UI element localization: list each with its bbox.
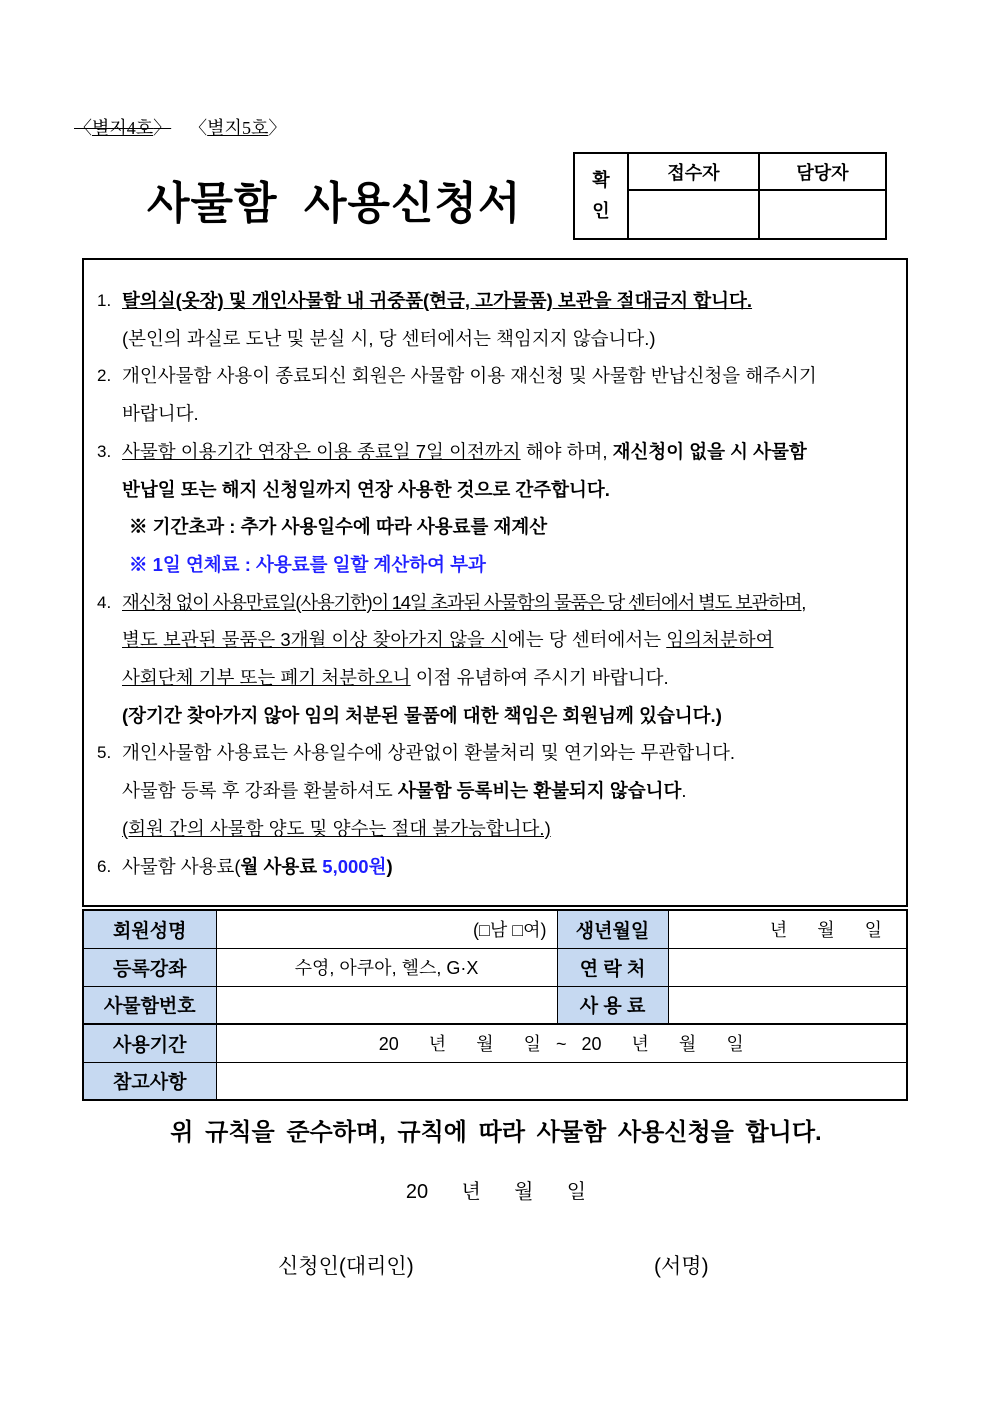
rule-1-sub-text: (본인의 과실로 도난 및 분실 시, 당 센터에서는 책임지지 않습니다.)	[122, 327, 656, 349]
registered-course-label: 등록강좌	[83, 948, 216, 986]
rule-4-line3	[97, 659, 892, 697]
rule-3-note2	[97, 546, 892, 584]
rule-4-line4-text: (장기간 찾아가지 않아 임의 처분된 물품에 대한 책임은 회원님께 있습니다.)	[122, 704, 722, 726]
remarks-cell	[216, 1062, 907, 1100]
rule-3-number: 3.	[97, 441, 112, 461]
annotation-form5-label: 별지5호	[207, 118, 269, 138]
rule-5-line2	[97, 772, 892, 810]
rule-5-number: 5.	[97, 743, 112, 763]
bracket-open: 〈	[74, 118, 92, 138]
receiver-cell	[628, 190, 759, 239]
annotation-form4	[74, 114, 171, 140]
date-line: 20 년 월 일	[405, 1181, 587, 1203]
confirm-label-line2: 인	[592, 201, 610, 221]
rule-3-note1-text: ※ 기간초과 : 추가 사용일수에 따라 사용료를 재계산	[129, 516, 548, 538]
annotation-form4-label: 별지4호	[92, 118, 154, 138]
member-name-label: 회원성명	[83, 910, 216, 948]
rule-4-line3-normal: 이점 유념하여 주시기 바랍니다.	[410, 667, 669, 689]
manager-cell	[759, 190, 886, 239]
rule-6-bold: 월 사용료	[240, 855, 323, 877]
usage-period-label: 사용기간	[83, 1024, 216, 1062]
rule-6-fee-amount: 5,000원	[322, 855, 387, 877]
rule-1-number: 1.	[97, 291, 112, 310]
member-name-cell: (□남 □여)	[216, 910, 557, 948]
rule-4-line2-normal: 에는 당 센터에서는	[507, 629, 667, 651]
rule-5-line3-text: (회원 간의 사물함 양도 및 양수는 절대 불가능합니다.)	[122, 817, 551, 839]
rule-4-line1	[97, 584, 892, 622]
rule-5-line2-normal: 사물함 등록 후 강좌를 환불하셔도	[122, 780, 398, 802]
rule-4-line3-underlined: 사회단체 기부 또는 폐기 처분하오니	[122, 667, 411, 689]
rules-box	[82, 258, 908, 907]
rule-2-number: 2.	[97, 366, 112, 386]
birth-date-cell: 년 월 일	[668, 910, 907, 948]
rule-2-text2: 바랍니다.	[122, 403, 199, 425]
row-member-name	[83, 910, 907, 948]
rule-4-number: 4.	[97, 592, 112, 612]
remarks-label: 참고사항	[83, 1062, 216, 1100]
locker-number-cell	[216, 986, 557, 1024]
signature-label: (서명)	[654, 1255, 709, 1278]
rule-3-normal: 해야 하며,	[520, 440, 613, 462]
row-registered-course	[83, 948, 907, 986]
rule-6-line	[97, 848, 892, 886]
rule-5-line1	[97, 734, 892, 772]
row-usage-period	[83, 1024, 907, 1062]
usage-fee-cell	[668, 986, 907, 1024]
rule-4-line2-underlined1: 별도 보관된 물품은 3개월 이상 찾아가지 않을 시	[122, 629, 508, 651]
applicant-label: 신청인(대리인)	[278, 1255, 414, 1278]
rule-1-sub	[97, 320, 892, 358]
registered-course-cell: 수영, 아쿠아, 헬스, G·X	[216, 948, 557, 986]
rule-3-text2: 반납일 또는 해지 신청일까지 연장 사용한 것으로 간주합니다.	[122, 478, 610, 500]
rule-5-text1: 개인사물함 사용료는 사용일수에 상관없이 환불처리 및 연기와는 무관합니다.	[122, 742, 735, 764]
contact-cell	[668, 948, 907, 986]
rule-5-line3	[97, 810, 892, 848]
form-annotations	[74, 114, 286, 140]
rule-2-line2	[97, 395, 892, 433]
rule-3-underlined: 사물함 이용기간 연장은 이용 종료일 7일 이전까지	[122, 440, 521, 462]
manager-header: 담당자	[759, 153, 886, 190]
bracket-close: 〉	[153, 118, 172, 138]
annotation-form5	[189, 114, 286, 140]
locker-number-label: 사물함번호	[83, 986, 216, 1024]
row-locker-number	[83, 986, 907, 1024]
rule-6-close-paren: )	[386, 855, 393, 877]
bracket-close: 〉	[268, 118, 287, 138]
rule-3-note1	[97, 508, 892, 546]
rule-5-line2-period: .	[681, 780, 687, 802]
birth-date-label: 생년월일	[557, 910, 668, 948]
rule-4-line2	[97, 621, 892, 659]
rule-2-line1	[97, 357, 892, 395]
contact-label: 연 락 처	[557, 948, 668, 986]
rule-6-normal: 사물함 사용료(	[122, 855, 241, 877]
row-remarks	[83, 1062, 907, 1100]
agreement-statement: 위 규칙을 준수하며, 규칙에 따라 사물함 사용신청을 합니다.	[170, 1119, 822, 1146]
rule-3-bold: 재신청이 없을 시 사물함	[612, 440, 807, 462]
rule-4-line2-underlined2: 임의처분하여	[666, 629, 774, 651]
rule-3-line2	[97, 471, 892, 509]
page-title: 사물함 사용신청서	[147, 179, 522, 228]
bracket-open: 〈	[189, 118, 208, 138]
member-info-table	[82, 909, 908, 1101]
rule-5-line2-bold: 사물함 등록비는 환불되지 않습니다	[397, 780, 682, 802]
confirm-table	[573, 152, 887, 240]
usage-fee-label: 사 용 료	[557, 986, 668, 1024]
usage-period-cell: 20 년 월 일 ~ 20 년 월 일	[216, 1024, 907, 1062]
confirm-label-line1: 확	[592, 170, 610, 191]
rule-2-text1: 개인사물함 사용이 종료되신 회원은 사물함 이용 재신청 및 사물함 반납신청을 해주시기	[122, 365, 817, 387]
rule-3-line1	[97, 433, 892, 471]
receiver-header: 접수자	[628, 153, 759, 190]
confirm-label	[574, 153, 628, 239]
rule-6-number: 6.	[97, 856, 112, 876]
rule-3-note2-text: ※ 1일 연체료 : 사용료를 일할 계산하여 부과	[129, 553, 486, 575]
rule-4-line4	[97, 697, 892, 735]
rule-1-text: 탈의실(옷장) 및 개인사물함 내 귀중품(현금, 고가물품) 보관을 절대금지 합니다.	[122, 290, 753, 311]
rule-4-text1: 재신청 없이 사용만료일(사용기한)이 14일 초과된 사물함의 물품은 당 센터에서 별도 보관하며,	[122, 591, 806, 613]
rule-1-main	[97, 282, 892, 320]
